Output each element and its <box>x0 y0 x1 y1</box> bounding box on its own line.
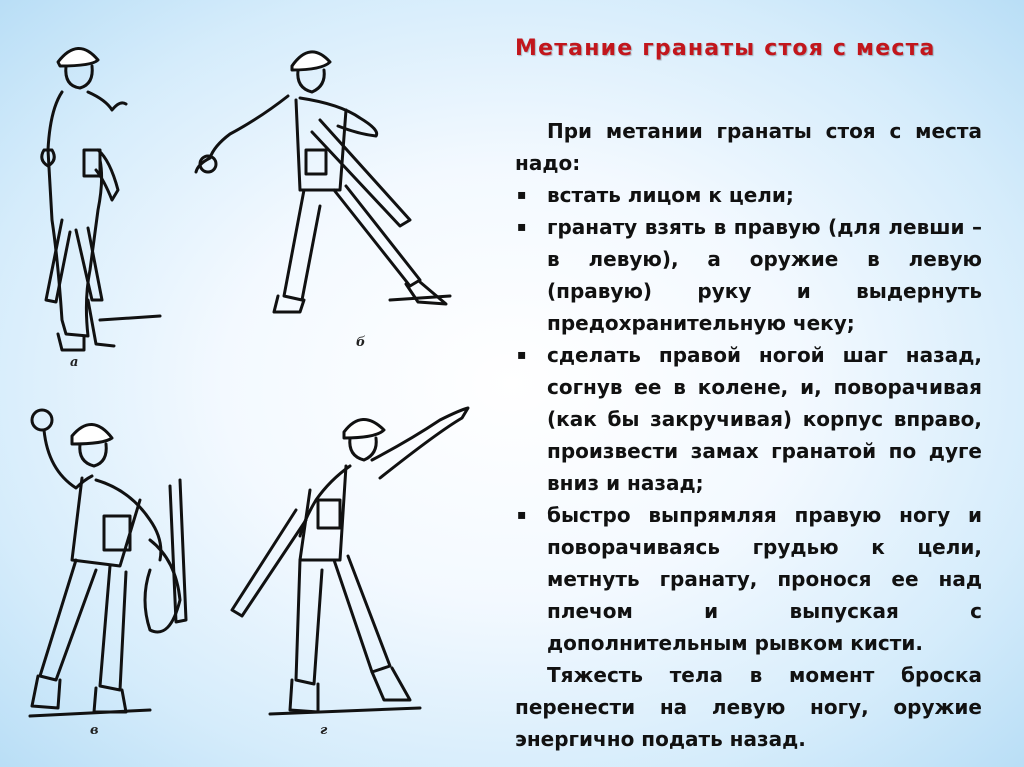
step-item <box>515 211 982 339</box>
bullet-icon: ▪ <box>517 347 527 363</box>
soldier-figure-d <box>232 408 468 714</box>
step-text: сделать правой ногой шаг назад, согнув ее в колене, и, поворачивая (как бы закручивая) корпус вправо, произвести замах гранатой по дуге вниз и назад; <box>547 343 982 495</box>
step-text: гранату взять в правую (для левши – в левую), а оружие в левую (правую) руку и выдернуть предохранительную чеку; <box>547 215 982 335</box>
bullet-icon: ▪ <box>517 507 527 523</box>
figure-label-d: г <box>320 723 328 738</box>
figure-label-c: в <box>90 723 99 738</box>
intro-paragraph: При метании гранаты стоя с места надо: <box>515 119 982 175</box>
instruction-text <box>515 115 982 755</box>
soldier-figure-c <box>30 410 186 716</box>
step-text: быстро выпрямляя правую ногу и поворачиваясь грудью к цели, метнуть гранату, пронося ее над плечом и выпуская с дополнительным рывком кисти. <box>547 503 982 655</box>
step-item <box>515 339 982 499</box>
grenade-throw-illustrations <box>0 0 500 767</box>
bullet-icon: ▪ <box>517 187 527 203</box>
slide-title: Метание гранаты стоя с места <box>515 36 936 61</box>
figure-label-b: б <box>356 335 366 350</box>
step-text: встать лицом к цели; <box>547 183 794 207</box>
steps-list <box>515 179 982 659</box>
step-item <box>515 179 982 211</box>
bullet-icon: ▪ <box>517 219 527 235</box>
figure-label-a: а <box>70 355 79 370</box>
conclusion-paragraph: Тяжесть тела в момент броска перенести на левую ногу, оружие энергично подать назад. <box>515 663 982 751</box>
soldier-figure-a <box>42 48 160 350</box>
soldier-figure-b <box>196 52 450 312</box>
step-item <box>515 499 982 659</box>
